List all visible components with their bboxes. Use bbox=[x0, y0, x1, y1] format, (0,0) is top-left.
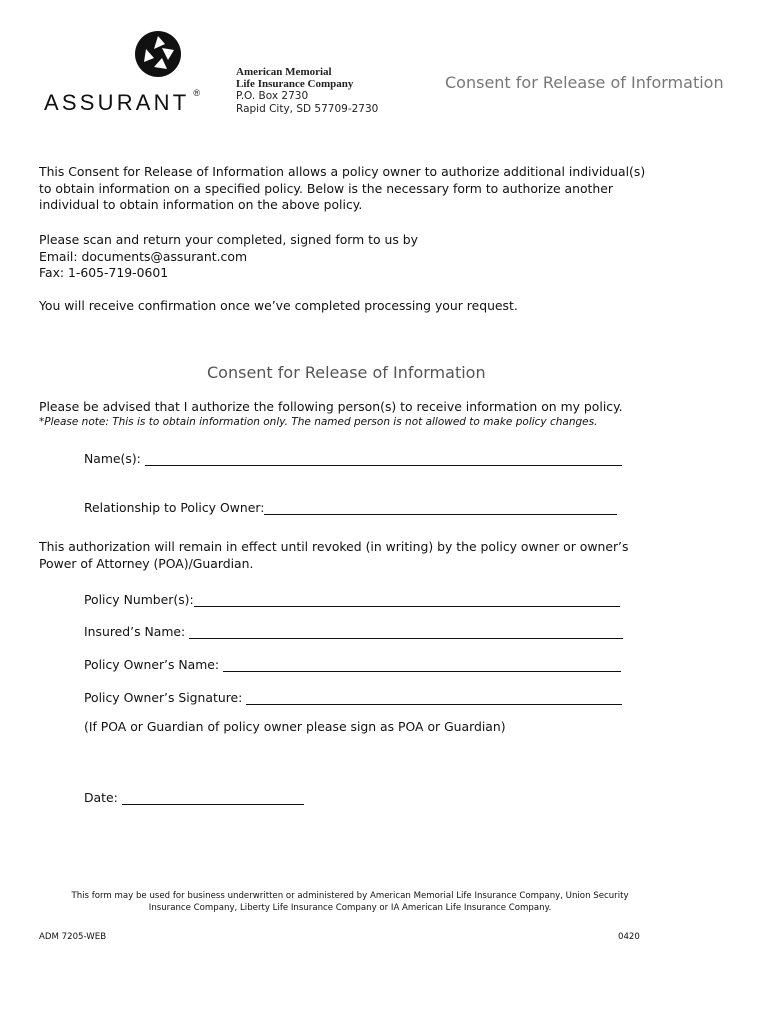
confirmation-text: You will receive confirmation once we’ve completed processing your request. bbox=[39, 298, 518, 313]
intro-paragraph: This Consent for Release of Information allows a policy owner to authorize additional individual(s) to obtain information on a specified policy. Below is the necessary form to authorize another individual to obtain information on the above policy. bbox=[39, 164, 646, 212]
owner-name-field[interactable] bbox=[84, 654, 621, 672]
insured-name-label: Insured’s Name: bbox=[84, 624, 186, 639]
policy-number-label: Policy Number(s): bbox=[84, 592, 194, 607]
company-name: American Memorial Life Insurance Company bbox=[236, 66, 354, 90]
relationship-field[interactable] bbox=[84, 497, 617, 515]
policy-number-field[interactable] bbox=[84, 589, 620, 607]
header-title: Consent for Release of Information bbox=[445, 73, 724, 92]
names-label: Name(s): bbox=[84, 451, 141, 466]
date-field[interactable] bbox=[84, 787, 304, 805]
logo-wordmark: ASSURANT ® bbox=[44, 88, 201, 115]
owner-name-input-line[interactable] bbox=[223, 656, 621, 672]
names-field[interactable] bbox=[84, 448, 622, 466]
form-code: ADM 7205-WEB bbox=[39, 932, 107, 942]
policy-number-input-line[interactable] bbox=[194, 591, 620, 607]
date-label: Date: bbox=[84, 790, 118, 805]
relationship-label: Relationship to Policy Owner: bbox=[84, 500, 265, 515]
authorize-statement: Please be advised that I authorize the following person(s) to receive information on my policy. bbox=[39, 399, 623, 414]
relationship-input-line[interactable] bbox=[264, 499, 617, 515]
policy-note: *Please note: This is to obtain information only. The named person is not allowed to make policy changes. bbox=[39, 416, 598, 428]
date-input-line[interactable] bbox=[122, 789, 304, 805]
return-instructions: Please scan and return your completed, signed form to us by Email: documents@assurant.com Fax: 1-605-719-0601 bbox=[39, 232, 418, 280]
authorization-text: This authorization will remain in effect until revoked (in writing) by the policy owner or owner’s Power of Attorney (POA)/Guardian. bbox=[39, 539, 629, 571]
insured-name-field[interactable] bbox=[84, 621, 623, 639]
form-version: 0420 bbox=[618, 932, 640, 942]
owner-signature-label: Policy Owner’s Signature: bbox=[84, 690, 243, 705]
insured-name-input-line[interactable] bbox=[189, 623, 623, 639]
owner-signature-field[interactable] bbox=[84, 687, 622, 705]
owner-name-label: Policy Owner’s Name: bbox=[84, 657, 220, 672]
assurant-logo-icon bbox=[134, 30, 182, 78]
section-title: Consent for Release of Information bbox=[207, 363, 486, 382]
owner-signature-input-line[interactable] bbox=[246, 689, 622, 705]
names-input-line[interactable] bbox=[145, 450, 622, 466]
footer-disclaimer: This form may be used for business underwritten or administered by American Memorial Life Insurance Company, Union Security Insurance Company, Liberty Life Insurance Company or IA American Life Insurance Company. bbox=[71, 891, 629, 913]
company-address: P.O. Box 2730 Rapid City, SD 57709-2730 bbox=[236, 90, 379, 115]
poa-note: (If POA or Guardian of policy owner please sign as POA or Guardian) bbox=[84, 719, 506, 734]
